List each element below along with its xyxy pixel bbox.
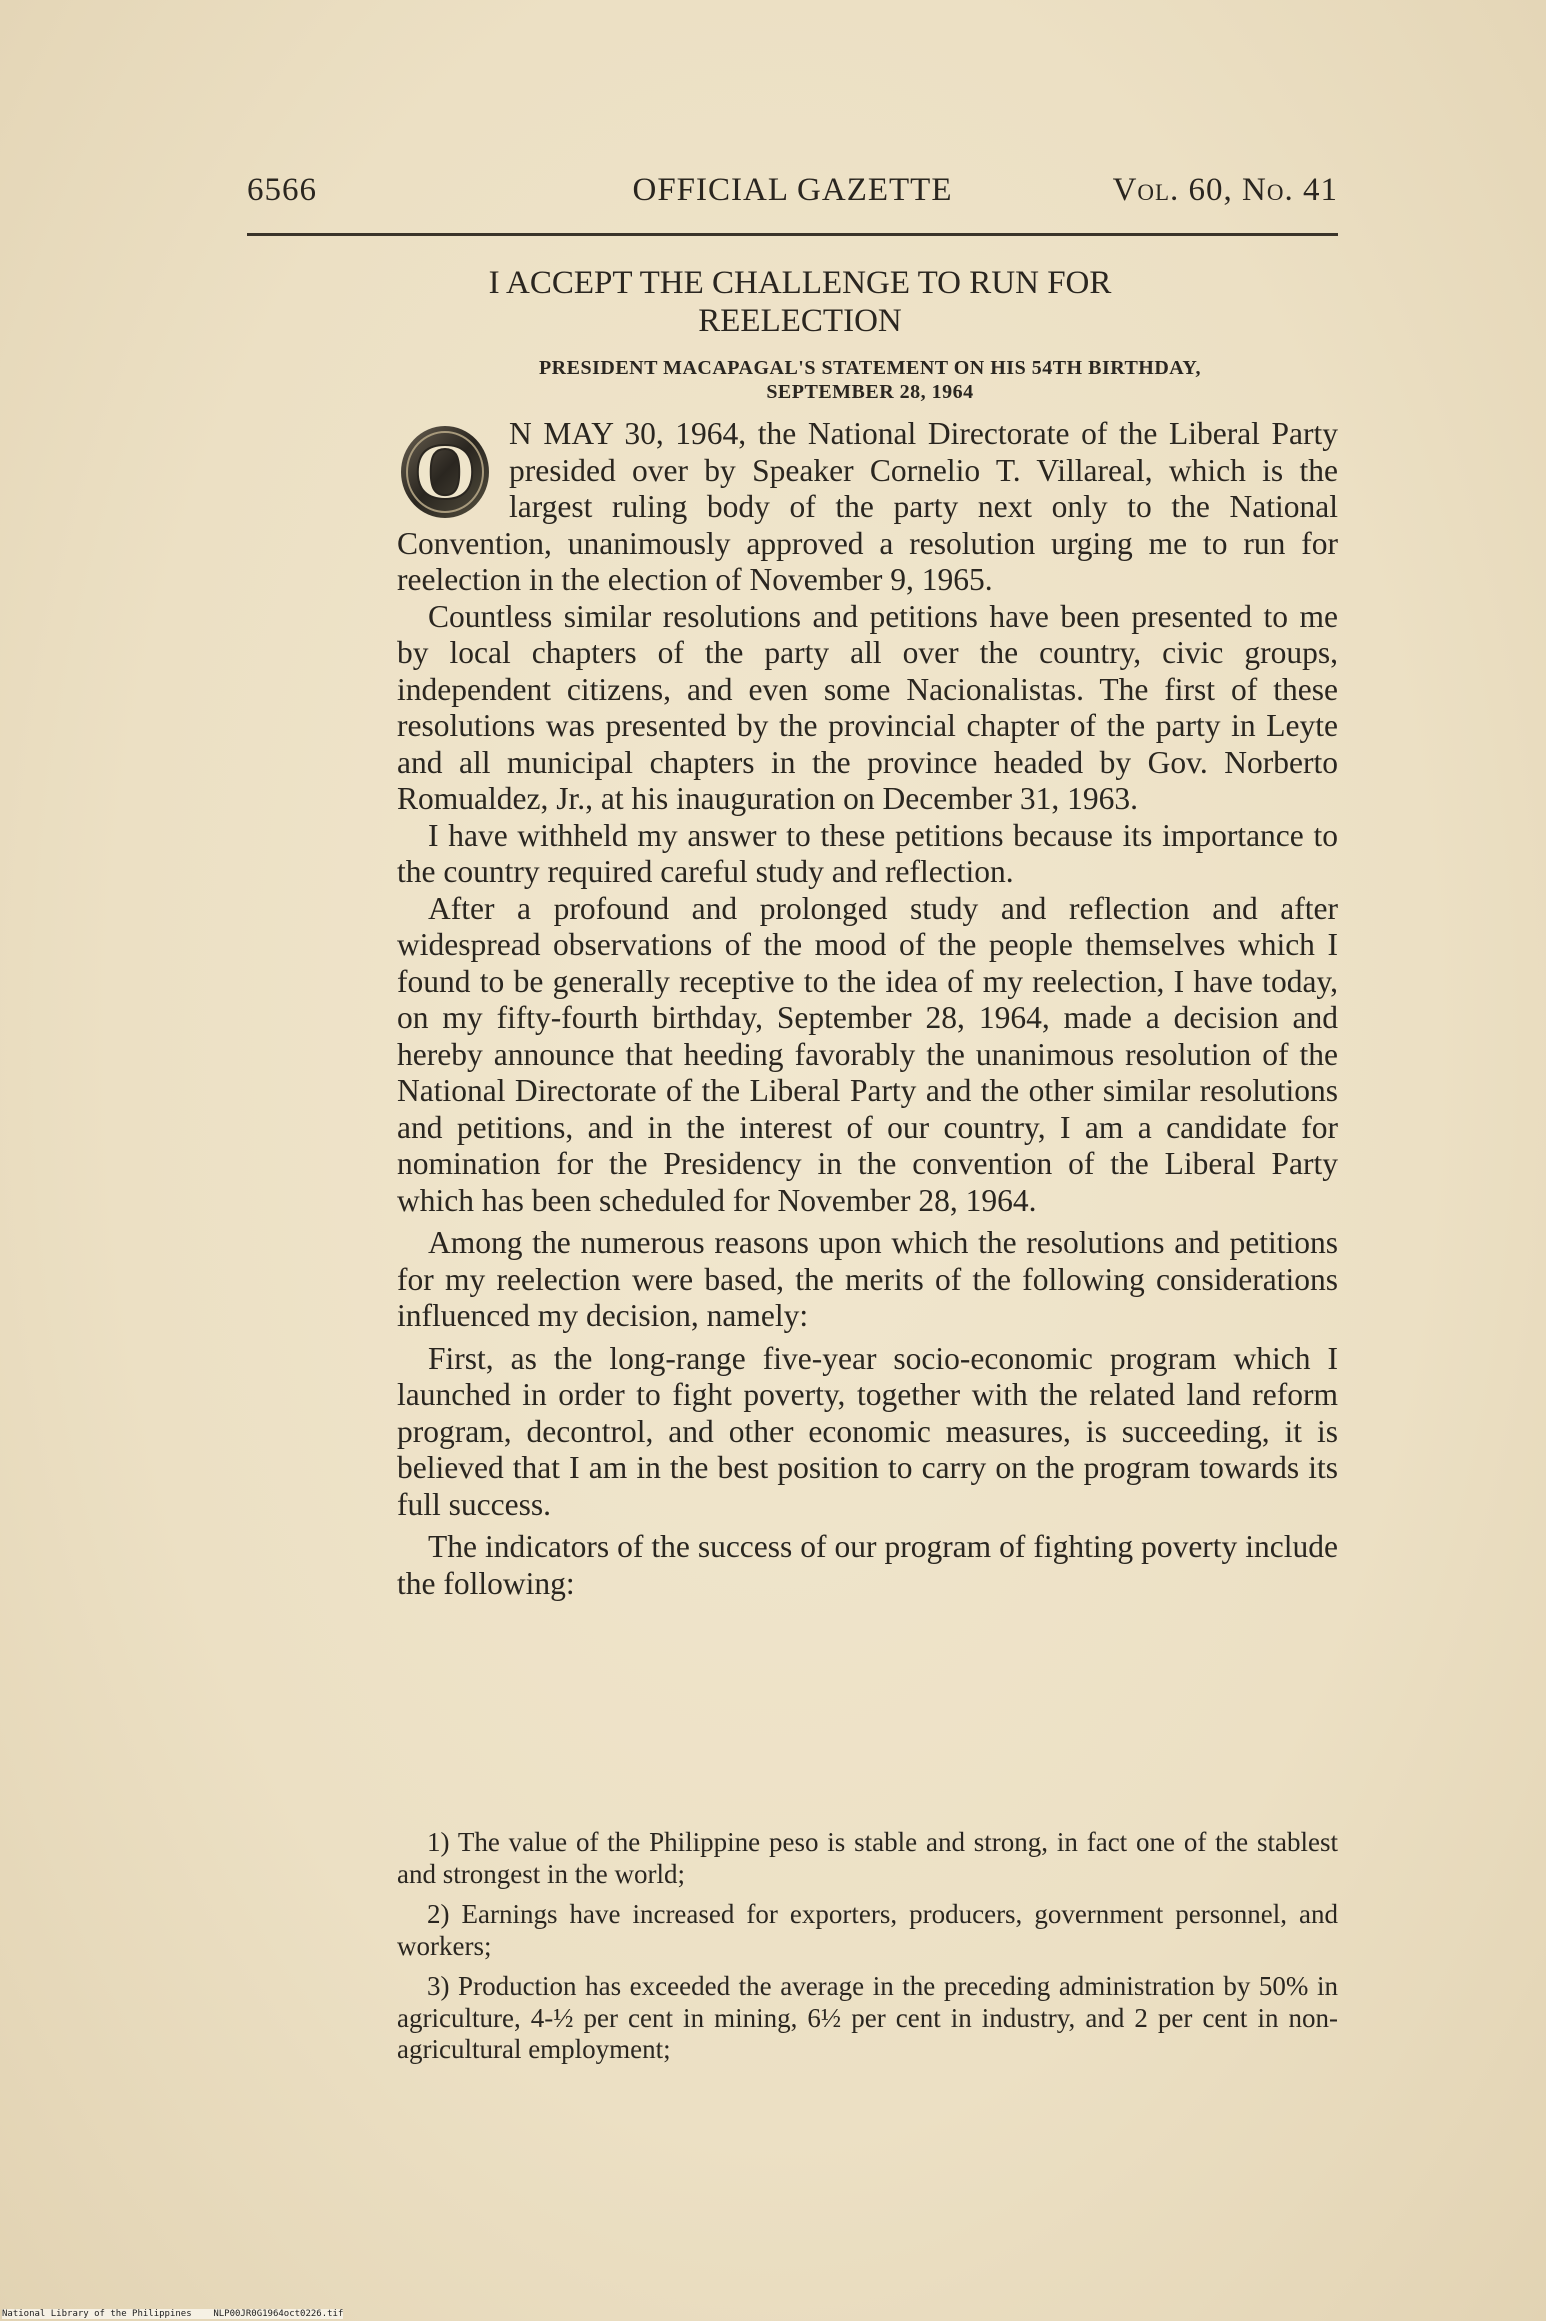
- paragraph-7: The indicators of the success of our program of fighting poverty include the following:: [397, 1529, 1338, 1601]
- list-item: 3) Production has exceeded the average in the preceding administration by 50% in agriculture, 4-½ per cent in mining, 6½ per cent in industry, and 2 per cent in non-agricultural employment;: [397, 1971, 1338, 2064]
- footer-filename: NLP00JR0G1964oct0226.tif: [213, 2309, 344, 2319]
- article-subtitle: [390, 356, 1350, 404]
- article-body: [397, 416, 1338, 1602]
- paragraph-1-text: N MAY 30, 1964, the National Directorate of the Liberal Party presided over by Speaker Cornelio T. Villareal, which is the largest ruling body of the party next only to the National Convention, unanimously approved a resolution urging me to run for reelection in the election of November 9, 1965.: [397, 416, 1338, 597]
- publication-title: OFFICIAL GAZETTE: [632, 172, 953, 208]
- article-title-line-1: I ACCEPT THE CHALLENGE TO RUN FOR: [488, 265, 1112, 301]
- paragraph-3: I have withheld my answer to these petitions because its importance to the country required careful study and reflection.: [397, 817, 1338, 889]
- article-title: [300, 264, 1300, 340]
- paragraph-6: First, as the long-range five-year socio-economic program which I launched in order to fight poverty, together with the related land reform program, decontrol, and other economic measures, is succeeding, it is believed that I am in the best position to carry on the program towards its full success.: [397, 1340, 1338, 1522]
- footer-library: National Library of the Philippines: [2, 2309, 192, 2319]
- header-rule: [247, 233, 1338, 236]
- page-number: 6566: [247, 172, 317, 208]
- scan-footer: [2, 2309, 343, 2319]
- paragraph-4: After a profound and prolonged study and reflection and after widespread observations of the mood of the people themselves which I found to be generally receptive to the idea of my reelection, I have today, on my fifty-fourth birthday, September 28, 1964, made a decision and hereby announce that heeding favorably the unanimous resolution of the National Directorate of the Liberal Party and the other similar resolutions and petitions, and in the interest of our country, I am a candidate for nomination for the Presidency in the convention of the Liberal Party which has been scheduled for November 28, 1964.: [397, 890, 1338, 1218]
- article-subtitle-line-2: SEPTEMBER 28, 1964: [766, 381, 974, 403]
- volume-number: Vol. 60, No. 41: [1112, 172, 1338, 208]
- article-subtitle-line-1: PRESIDENT MACAPAGAL'S STATEMENT ON HIS 54TH BIRTHDAY,: [538, 357, 1202, 379]
- paragraph-1: [397, 416, 1338, 599]
- drop-cap-letter: O: [413, 428, 477, 516]
- paragraph-5: Among the numerous reasons upon which the resolutions and petitions for my reelection were based, the merits of the following considerations influenced my decision, namely:: [397, 1225, 1338, 1333]
- page-header: [247, 172, 1338, 222]
- indicator-list: [397, 1827, 1338, 2075]
- article-title-line-2: REELECTION: [698, 303, 902, 339]
- drop-cap-o: [397, 422, 493, 522]
- list-item: 1) The value of the Philippine peso is stable and strong, in fact one of the stablest and strongest in the world;: [397, 1827, 1338, 1889]
- list-item: 2) Earnings have increased for exporters, producers, government personnel, and workers;: [397, 1899, 1338, 1961]
- paragraph-2: Countless similar resolutions and petitions have been presented to me by local chapters of the party all over the country, civic groups, independent citizens, and even some Nacionalistas. The first of these resolutions was presented by the provincial chapter of the party in Leyte and all municipal chapters in the province headed by Gov. Norberto Romualdez, Jr., at his inauguration on December 31, 1963.: [397, 598, 1338, 816]
